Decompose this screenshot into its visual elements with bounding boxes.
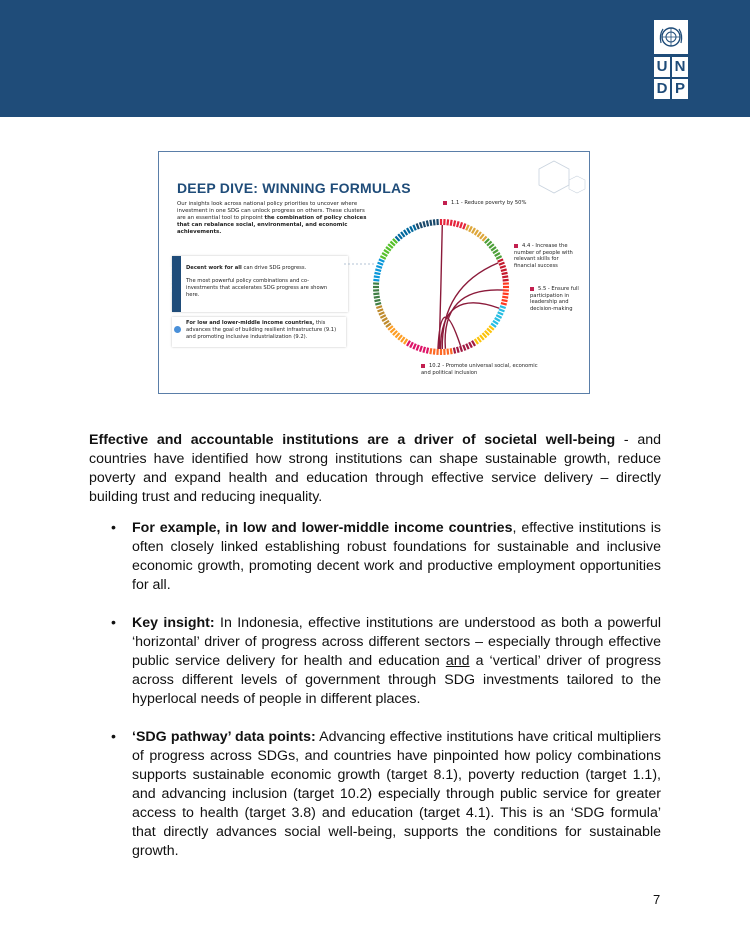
- annotation-target-10-2: 10.2 - Promote universal social, economic and political inclusion: [421, 363, 538, 376]
- ring-segment: [382, 253, 387, 256]
- ring-segment: [477, 232, 481, 237]
- ring-segment: [420, 222, 422, 228]
- ring-segment: [463, 345, 465, 351]
- ring-segment: [373, 293, 379, 294]
- ring-segment: [420, 346, 422, 352]
- ring-segment: [502, 276, 508, 277]
- ring-segment: [390, 328, 394, 332]
- ring-segment: [466, 344, 468, 349]
- ring-segment: [386, 323, 391, 327]
- ring-segment: [500, 266, 506, 268]
- ring-segment: [501, 303, 507, 305]
- logo-letter-n: N: [672, 57, 688, 77]
- ring-segment: [413, 344, 415, 349]
- ring-segment: [384, 321, 389, 324]
- ring-segment: [410, 226, 413, 231]
- ring-segment: [374, 300, 380, 301]
- ring-segment: [410, 342, 413, 347]
- ring-segment: [495, 318, 500, 321]
- ring-segment: [407, 228, 410, 233]
- ring-segment: [374, 276, 380, 277]
- ring-segment: [427, 220, 428, 226]
- ring-segment: [469, 226, 472, 231]
- ring-segment: [376, 306, 382, 308]
- ring-segment: [499, 263, 505, 265]
- list-item: • Key insight: In Indonesia, effective institutions are understood as both a powerful ‘horizontal’ driver of progress across different sectors – especially through effective public service delivery for health and education and a ‘vertical’ driver of progress across different levels of government through SDG investments tailored to the hyperlocal needs of people in different places.: [111, 615, 662, 707]
- ring-segment: [378, 309, 384, 311]
- ring-segment: [379, 312, 384, 314]
- annotation-target-5-5: 5.5 - Ensure full participation in leadership and decision-making: [530, 286, 579, 312]
- ring-segment: [393, 331, 397, 335]
- ring-segment: [454, 220, 455, 226]
- ring-segment: [496, 315, 501, 318]
- card-description: The most powerful policy combinations and co-investments that accelerates SDG progress are shown here.: [186, 278, 328, 298]
- ring-segment: [374, 273, 380, 274]
- page-header-band: [0, 0, 750, 117]
- ring-segment: [469, 342, 472, 347]
- ring-segment: [380, 256, 385, 259]
- ring-segment: [475, 230, 478, 235]
- ring-segment: [413, 225, 415, 230]
- ring-segment: [434, 349, 435, 355]
- ring-segment: [423, 347, 425, 353]
- ring-segment: [373, 280, 379, 281]
- globe-icon: [174, 326, 181, 333]
- ring-segment: [493, 321, 498, 324]
- ring-segment: [491, 323, 496, 327]
- ring-segment: [447, 349, 448, 355]
- list-item: • For example, in low and lower-middle income countries, effective institutions is often closely linked establishing robust foundations for sustainable and inclusive economic growth, promoting decent work and productive employment opportunities for all.: [111, 520, 661, 593]
- ring-segment: [395, 333, 399, 337]
- ring-segment: [401, 337, 405, 342]
- logo-letter-d: D: [654, 79, 670, 99]
- ring-segment: [457, 221, 459, 227]
- page-number: 7: [653, 892, 661, 907]
- ring-segment: [466, 225, 468, 230]
- ring-segment: [374, 297, 380, 298]
- ring-segment: [495, 253, 500, 256]
- income-country-text: For low and lower-middle income countries, this advances the goal of building resilient infrastructure (9.1) and promoting inclusive industrialization (9.2).: [186, 320, 337, 340]
- ring-segment: [398, 234, 402, 239]
- bullet-glyph: •: [111, 729, 116, 745]
- deep-dive-figure: [158, 151, 590, 394]
- ring-segment: [382, 318, 387, 321]
- ring-segment: [491, 247, 496, 251]
- bullet-list: [111, 519, 661, 880]
- ring-segment: [404, 230, 407, 235]
- ring-segment: [430, 348, 431, 354]
- sdg-target-ring: [366, 212, 516, 362]
- ring-segment: [451, 348, 452, 354]
- ring-segment: [485, 331, 489, 335]
- ring-segment: [480, 335, 484, 340]
- ring-segment: [487, 241, 491, 245]
- ring-segment: [472, 228, 475, 233]
- ring-segment: [472, 341, 475, 346]
- ring-segment: [498, 312, 503, 314]
- ring-segment: [447, 219, 448, 225]
- hexagon-decoration-icon: [519, 156, 589, 206]
- ring-segment: [388, 244, 393, 248]
- ring-segment: [417, 224, 419, 230]
- ring-segment: [477, 337, 481, 342]
- ring-segment: [463, 224, 465, 230]
- ring-segment: [498, 259, 503, 261]
- sdg-pathway-card: [168, 256, 348, 312]
- ring-segment: [500, 306, 506, 308]
- ring-segment: [395, 236, 399, 240]
- ring-segment: [502, 300, 508, 301]
- ring-segment: [482, 333, 486, 337]
- ring-segment: [501, 269, 507, 271]
- ring-segment: [460, 222, 462, 228]
- ring-segment: [379, 259, 384, 261]
- ring-segment: [502, 273, 508, 274]
- ring-segment: [417, 345, 419, 351]
- ring-segment: [454, 348, 455, 354]
- ring-segment: [427, 348, 428, 354]
- ring-segment: [407, 341, 410, 346]
- ring-segment: [480, 234, 484, 239]
- annotation-target-1-1: 1.1 - Reduce poverty by 50%: [443, 200, 526, 207]
- ring-segment: [423, 221, 425, 227]
- figure-intro: Our insights look across national policy priorities to uncover where investment in one SDG can unlock progress on others. These clusters are an essential tool to pinpoint the combination of policy choices that can rebalance social, environmental, and economic achievements.: [177, 201, 367, 235]
- ring-segment: [398, 335, 402, 340]
- ring-segment: [380, 315, 385, 318]
- ring-segment: [430, 220, 431, 226]
- ring-segment: [434, 219, 435, 225]
- ring-segment: [503, 293, 509, 294]
- ring-segment: [475, 339, 478, 344]
- ring-segment: [386, 247, 391, 251]
- ring-segment: [375, 303, 381, 305]
- ring-segment: [451, 220, 452, 226]
- figure-title: DEEP DIVE: WINNING FORMULAS: [177, 180, 411, 196]
- income-country-card: [172, 317, 346, 347]
- ring-segment: [502, 297, 508, 298]
- logo-letter-u: U: [654, 57, 670, 77]
- ring-segment: [404, 339, 407, 344]
- card-side-band: SDG PATHWAY: [172, 256, 181, 312]
- ring-segment: [378, 263, 384, 265]
- ring-segment: [375, 269, 381, 271]
- ring-segment: [493, 250, 498, 253]
- ring-segment: [487, 328, 491, 332]
- logo-letter-p: P: [672, 79, 688, 99]
- undp-logo: [654, 20, 688, 102]
- ring-segment: [457, 347, 459, 353]
- ring-segment: [503, 280, 509, 281]
- ring-segment: [496, 256, 501, 259]
- ring-segment: [393, 239, 397, 243]
- ring-segment: [390, 241, 394, 245]
- ring-segment: [499, 309, 505, 311]
- ring-segment: [489, 244, 494, 248]
- ring-segment: [384, 250, 389, 253]
- ring-segment: [401, 232, 405, 237]
- ring-segment: [460, 346, 462, 352]
- bullet-glyph: •: [111, 520, 116, 536]
- ring-segment: [376, 266, 382, 268]
- ring-segment: [489, 326, 494, 330]
- annotation-target-4-4: 4.4 - Increase the number of people with relevant skills for financial success: [514, 243, 573, 269]
- ring-segment: [482, 236, 486, 240]
- list-item: • ‘SDG pathway’ data points: Advancing effective institutions have critical multipliers of progress across SDGs, and countries have pinpointed how policy combinations supports sustainable economic growth (target 8.1), poverty reduction (target 1.1), and advancing inclusion (target 10.2) especially through public service for greater access to health (target 3.8) and education (target 4.1). This is an ‘SDG formula’ that directly advances social well-being, supports the conditions for sustainable growth.: [111, 729, 661, 859]
- intro-paragraph: Effective and accountable institutions are a driver of societal well-being - and countries have identified how strong institutions can shape sustainable growth, reduce poverty and expand health and education through effective service delivery – directly building trust and reducing inequality.: [89, 432, 661, 505]
- card-headline: Decent work for all can drive SDG progress.: [186, 265, 307, 271]
- ring-segment: [388, 326, 393, 330]
- un-emblem-icon: [654, 20, 688, 54]
- ring-segment: [485, 239, 489, 243]
- bullet-glyph: •: [111, 615, 116, 631]
